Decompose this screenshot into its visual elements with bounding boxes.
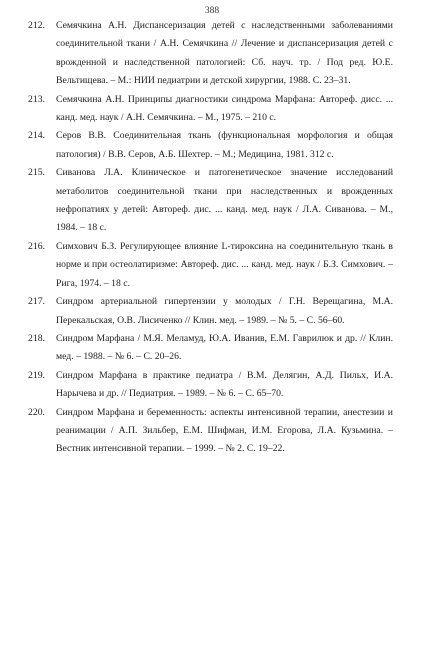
reference-item <box>28 91 393 128</box>
reference-item <box>28 238 393 293</box>
reference-item <box>28 17 393 91</box>
reference-item <box>28 404 393 459</box>
page-number: 388 <box>204 6 220 16</box>
reference-text: Серов В.В. Соединительная ткань (функциональная морфология и общая патология) / В.В. Серов, А.Б. Шехтер. – М.; Медицина, 1981. 312 с. <box>56 130 393 160</box>
reference-item <box>28 330 393 367</box>
reference-text: Симхович Б.З. Регулирующее влияние L-тироксина на соединительную ткань в норме и при остеолатиризме: Автореф. дис. ... канд. мед. наук / Б.З. Симхович. – Рига, 1974. – 18 с. <box>56 240 393 289</box>
reference-list <box>28 17 393 459</box>
reference-number: 213. <box>28 93 45 105</box>
reference-number: 220. <box>28 406 45 418</box>
reference-item <box>28 164 393 238</box>
reference-number: 216. <box>28 240 45 252</box>
reference-text: Семячкина А.Н. Диспансеризация детей с наследственными заболеваниями соединительной ткани / А.Н. Семячкина // Лечение и диспансеризация детей с врожденной и наследственной патологией: Сб. науч. тр. / Под ред. Ю.Е. Вельтищева. – М.: НИИ педиатрии и детской хирургии, 1988. С. 23–31. <box>56 20 393 87</box>
reference-text: Синдром Марфана и беременность: аспекты интенсивной терапии, анестезии и реанимации / А.П. Зильбер, Е.М. Шифман, И.М. Егорова, Л.А. Кузьмина. – Вестник интенсивной терапии. – 1999. – № 2. С. 19–22. <box>56 406 393 455</box>
reference-number: 212. <box>28 20 45 31</box>
reference-text: Синдром артериальной гипертензии у молодых / Г.Н. Верещагина, М.А. Перекальская, О.В. Лисиченко // Клин. мед. – 1989. – № 5. – С. 56–60. <box>56 296 393 326</box>
reference-number: 218. <box>28 332 45 344</box>
reference-text: Синдром Марфана / М.Я. Меламуд, Ю.А. Иванив, Е.М. Гаврилюк и др. // Клин. мед. – 1988. – № 6. – С. 20–26. <box>56 332 393 363</box>
reference-number: 214. <box>28 130 45 142</box>
reference-number: 219. <box>28 369 45 381</box>
reference-item <box>28 127 393 164</box>
reference-number: 217. <box>28 296 45 308</box>
reference-text: Сиванова Л.А. Клиническое и патогенетическое значение исследований метаболитов соединительной ткани при наследственных и врожденных нефропатиях у детей: Автореф. дис. ... канд. мед. наук / Л.А. Сиванова. – М., 1984. – 18 с. <box>56 167 393 234</box>
reference-number: 215. <box>28 167 45 179</box>
reference-text: Синдром Марфана в практике педиатра / В.М. Делягин, А.Д. Пильх, И.А. Нарычева и др. // Педиатрия. – 1989. – № 6. – С. 65–70. <box>56 369 393 400</box>
reference-item <box>28 293 393 330</box>
reference-text: Семячкина А.Н. Принципы диагностики синдрома Марфана: Автореф. дисс. ... канд. мед. наук / А.Н. Семячкина. – М., 1975. – 210 с. <box>56 93 393 124</box>
reference-item <box>28 367 393 404</box>
